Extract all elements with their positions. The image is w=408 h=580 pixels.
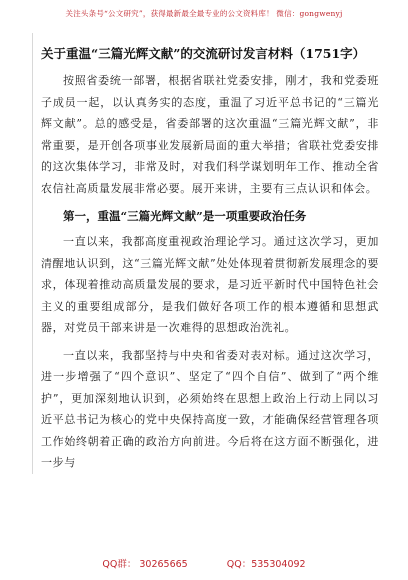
section-heading: 第一，重温“三篇光辉文献”是一项重要政治任务 [63, 209, 307, 223]
intro-paragraph: 按照省委统一部署，根据省联社党委安排，刚才，我和党委班子成员一起，以认真务实的态度，重温了习近平总书记的“三篇光辉文献”。总的感受是，省委部署的这次重温“三篇光辉文献”，非常重要，是开创各项事业发展新局面的重大举措；省联社党委安排的这次集体学习，非常及时，对我们科学谋划明年工作、推动全省农信社高质量发展非常必要。展开来讲，主要有三点认识和体会。 [41, 74, 379, 195]
section-paragraph: 一直以来，我都高度重视政治理论学习。通过这次学习，更加清醒地认识到，这“三篇光辉文献”处处体现着贯彻新发展理念的要求，体现着推动高质量发展的要求，是习近平新时代中国特色社会主义的重要组成部分，是我们做好各项工作的根本遵循和思想武器，对党员干部来讲是一次难得的思想政治洗礼。 [41, 235, 379, 334]
promo-banner: 关注头条号“公文研究”，获得最新最全最专业的公文资料库！ 微信：gongwenyj [65, 9, 343, 18]
section-paragraph: 一直以来，我都坚持与中央和省委对表对标。通过这次学习，进一步增强了“四个意识”、坚定了“四个自信”、做到了“两个维护”，更加深刻地认识到，必须始终在思想上政治上行动上同以习近平总书记为核心的党中央保持高度一致，才能确保经营管理各项工作始终朝着正确的政治方向前进。今后将在这方面不断强化，进一步与 [41, 348, 379, 469]
contact-footer [0, 556, 408, 570]
document-title: 关于重温“三篇光辉文献”的交流研讨发言材料（1751字） [41, 46, 366, 61]
qq-group-text: QQ群： 30265665 [102, 559, 188, 570]
qq-text: QQ：535304092 [226, 559, 306, 570]
document-page [32, 33, 379, 474]
